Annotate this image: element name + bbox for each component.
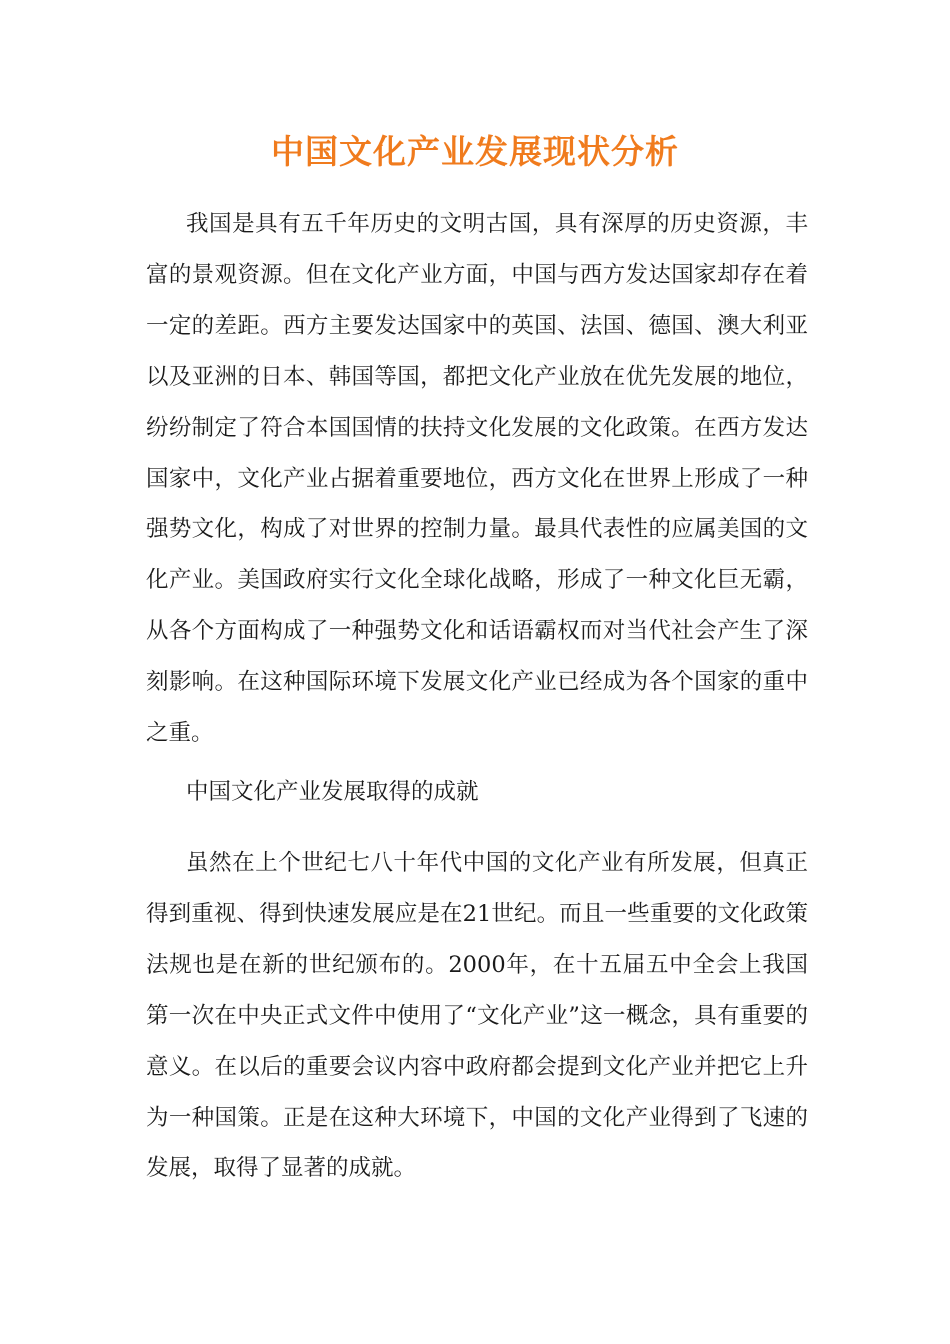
paragraph-achievements: 虽然在上个世纪七八十年代中国的文化产业有所发展，但真正得到重视、得到快速发展应是在21世纪。而且一些重要的文化政策法规也是在新的世纪颁布的。2000年，在十五届五中全会上我国第一次在中央正式文件中使用了“文化产业”这一概念，具有重要的意义。在以后的重要会议内容中政府都会提到文化产业并把它上升为一种国策。正是在这种大环境下，中国的文化产业得到了飞速的发展，取得了显著的成就。 <box>146 850 808 1182</box>
document-title: 中国文化产业发展现状分析 <box>271 132 679 171</box>
section-heading: 中国文化产业发展取得的成就 <box>186 779 479 805</box>
paragraph-intro: 我国是具有五千年历史的文明古国，具有深厚的历史资源，丰富的景观资源。但在文化产业方面，中国与西方发达国家却存在着一定的差距。西方主要发达国家中的英国、法国、德国、澳大利亚以及亚洲的日本、韩国等国，都把文化产业放在优先发展的地位，纷纷制定了符合本国国情的扶持文化发展的文化政策。在西方发达国家中，文化产业占据着重要地位，西方文化在世界上形成了一种强势文化，构成了对世界的控制力量。最具代表性的应属美国的文化产业。美国政府实行文化全球化战略，形成了一种文化巨无霸，从各个方面构成了一种强势文化和话语霸权而对当代社会产生了深刻影响。在这种国际环境下发展文化产业已经成为各个国家的重中之重。 <box>146 211 808 747</box>
